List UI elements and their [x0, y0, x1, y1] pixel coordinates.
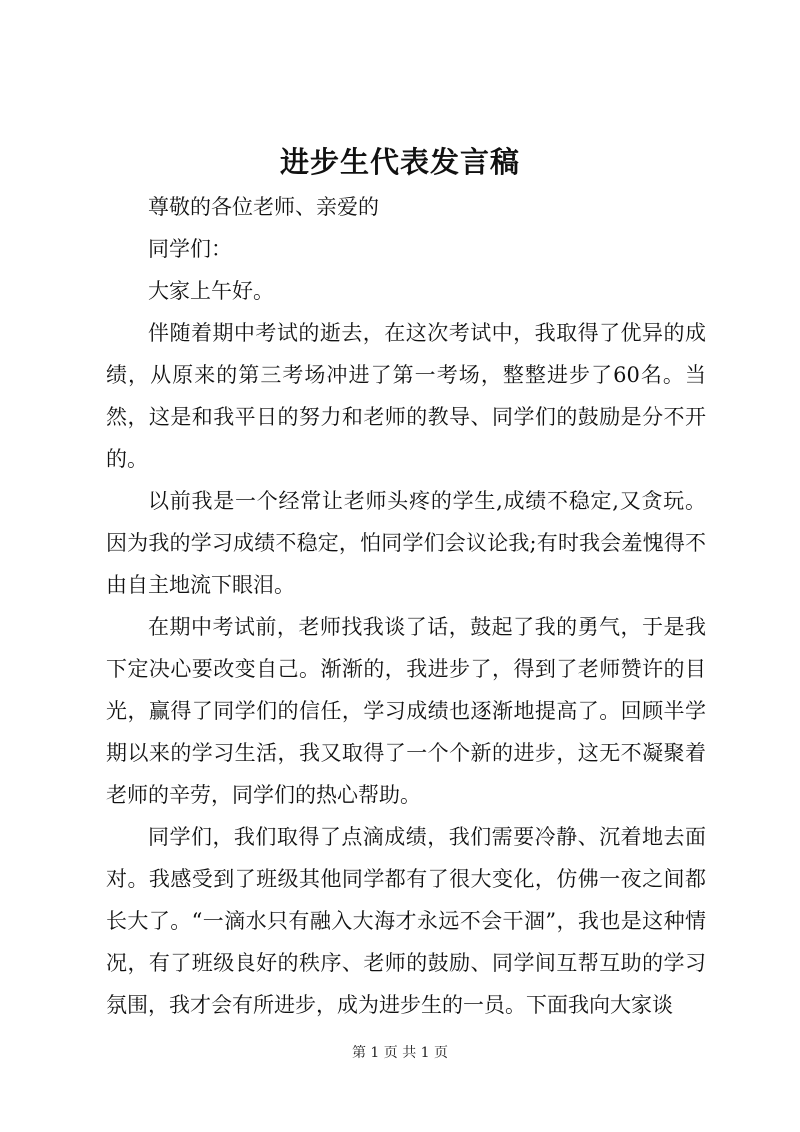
document-title: 进步生代表发言稿 — [279, 145, 520, 179]
paragraph-addressee: 同学们： — [148, 237, 232, 261]
paragraph-exam-result: 伴随着期中考试的逝去，在这次考试中，我取得了优异的成绩，从原来的第三考场冲进了第一考场，整整进步了60名。当然，这是和我平日的努力和老师的教导、同学们的鼓励是分不开的。 — [106, 321, 706, 471]
paragraph-progress: 在期中考试前，老师找我谈了话，鼓起了我的勇气，于是我下定决心要改变自己。渐渐的，我进步了，得到了老师赞许的目光，赢得了同学们的信任，学习成绩也逐渐地提高了。回顾半学期以来的学习生活，我又取得了一个个新的进步，这无不凝聚着老师的辛劳，同学们的热心帮助。 — [106, 615, 706, 807]
paragraph-reflection: 同学们，我们取得了点滴成绩，我们需要冷静、沉着地去面对。我感受到了班级其他同学都有了很大变化，仿佛一夜之间都长大了。“一滴水只有融入大海才永远不会干涸”，我也是这种情况，有了班级良好的秩序、老师的鼓励、同学间互帮互助的学习氛围，我才会有所进步，成为进步生的一员。下面我向大家谈 — [106, 825, 706, 1017]
paragraph-salutation: 大家上午好。 — [148, 279, 274, 303]
paragraph-past: 以前我是一个经常让老师头疼的学生,成绩不稳定,又贪玩。因为我的学习成绩不稳定，怕同学们会议论我;有时我会羞愧得不由自主地流下眼泪。 — [106, 489, 706, 597]
document-body — [106, 186, 706, 1026]
page-footer: 第 1 页 共 1 页 — [351, 1045, 449, 1061]
paragraph-greeting: 尊敬的各位老师、亲爱的 — [148, 195, 379, 219]
